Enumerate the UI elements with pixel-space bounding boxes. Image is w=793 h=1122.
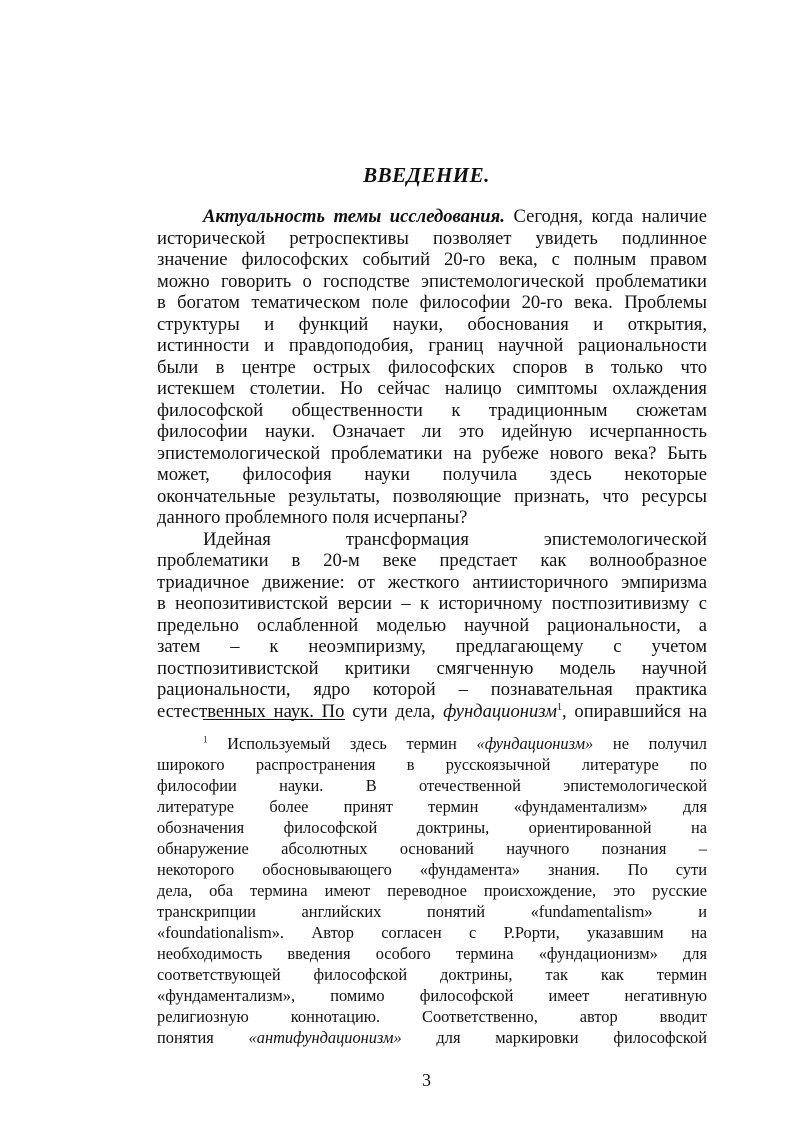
text-line: можно говорить о господстве эпистемологической проблематики [157,270,707,292]
text-line: окончательные результаты, позволяющие признать, что ресурсы [157,485,707,507]
text-line: проблематики в 20-м веке предстает как волнообразное [157,550,707,571]
footnote-first-line [157,733,707,754]
paragraph-2-first-line: Идейная трансформация эпистемологической [203,528,707,550]
section-lead: Актуальность темы исследования. [203,206,505,227]
text-line: структуры и функций науки, обоснования и открытия, [157,313,707,335]
footnote-line: соответствующей философской доктрины, так как термин [157,965,707,984]
footnote-line: философии науки. В отечественной эпистемологической [157,776,707,795]
text-fragment: понятия [157,1028,214,1047]
term-antifundationism: «антифундационизм» [248,1028,402,1047]
footnote-line: обнаружение абсолютных оснований научного познания – [157,839,707,858]
text-line: были в центре острых философских споров в только что [157,356,707,378]
text-line: рациональности, ядро которой – познавательная практика [157,679,707,700]
page-title: ВВЕДЕНИЕ. [363,163,490,187]
paragraph-1-first-line [157,206,707,228]
footnote-marker: 1 [203,734,208,745]
text-line: затем – к неоэмпиризму, предлагающему с учетом [157,636,707,657]
footnote-line: «foundationalism». Автор согласен с Р.Рорти, указавшим на [157,923,707,942]
footnote-line: «фундаментализм», помимо философской имеет негативную [157,986,707,1005]
text-line: в богатом тематическом поле философии 20-го века. Проблемы [157,292,707,313]
footnote-reference: 1 [556,701,562,713]
text-line: данного проблемного поля исчерпаны? [157,507,468,528]
main-text [157,206,707,722]
term-fundationism-quoted: «фундационизм» [476,734,594,753]
footnote-line: обозначения философской доктрины, ориентированной на [157,818,707,837]
text-line: философии науки. Означает ли это идейную исчерпанность [157,421,707,442]
text-line: философской общественности к традиционным сюжетам [157,399,707,421]
text-line: значение философских событий 20-го века, с полным правом [157,249,707,270]
footnote-line: транскрипции английских понятий «fundamentalism» и [157,902,707,921]
footnote-line: необходимость введения особого термина «фундационизм» для [157,944,707,963]
text-line: исторической ретроспективы позволяет увидеть подлинное [157,227,707,249]
text-line: триадичное движение: от жесткого антиисторичного эмпиризма [157,571,707,593]
text-line: истекшем столетии. Но сейчас налицо симптомы охлаждения [157,378,707,399]
term-fundationism: фундационизм [443,700,557,722]
text-line: может, философия науки получила здесь некоторые [157,464,707,485]
text-line: истинности и правдоподобия, границ научной рациональности [157,335,707,356]
footnote-line: некоторого обосновывающего «фундамента» знания. По сути [157,860,707,879]
text-fragment: не получил [612,734,707,753]
text-fragment: Используемый здесь термин [227,734,457,753]
footnote-separator [203,719,345,720]
footnote-last-line [157,1027,707,1048]
text-line: в неопозитивистской версии – к историчному постпозитивизму с [157,593,707,614]
text-line: эпистемологической проблематики на рубеже нового века? Быть [157,442,707,464]
footnote-line: дела, оба термина имеют переводное происхождение, это русские [157,881,707,900]
footnote-line: литературе более принят термин «фундаментализм» для [157,797,707,816]
text-fragment: естественных наук. По сути дела, [157,700,436,722]
footnote-line: широкого распространения в русскоязычной литературе по [157,755,707,774]
text-line: предельно ослабленной моделью научной рациональности, а [157,614,707,636]
text-line: постпозитивистской критики смягченную модель научной [157,657,707,679]
text-fragment: для маркировки философской [436,1028,707,1047]
footnote-line: религиозную коннотацию. Соответственно, автор вводит [157,1007,707,1026]
text-line: Сегодня, когда наличие [513,206,708,227]
footnote [157,733,707,1048]
page-number: 3 [422,1070,431,1090]
text-fragment: , опиравшийся на [561,700,707,722]
